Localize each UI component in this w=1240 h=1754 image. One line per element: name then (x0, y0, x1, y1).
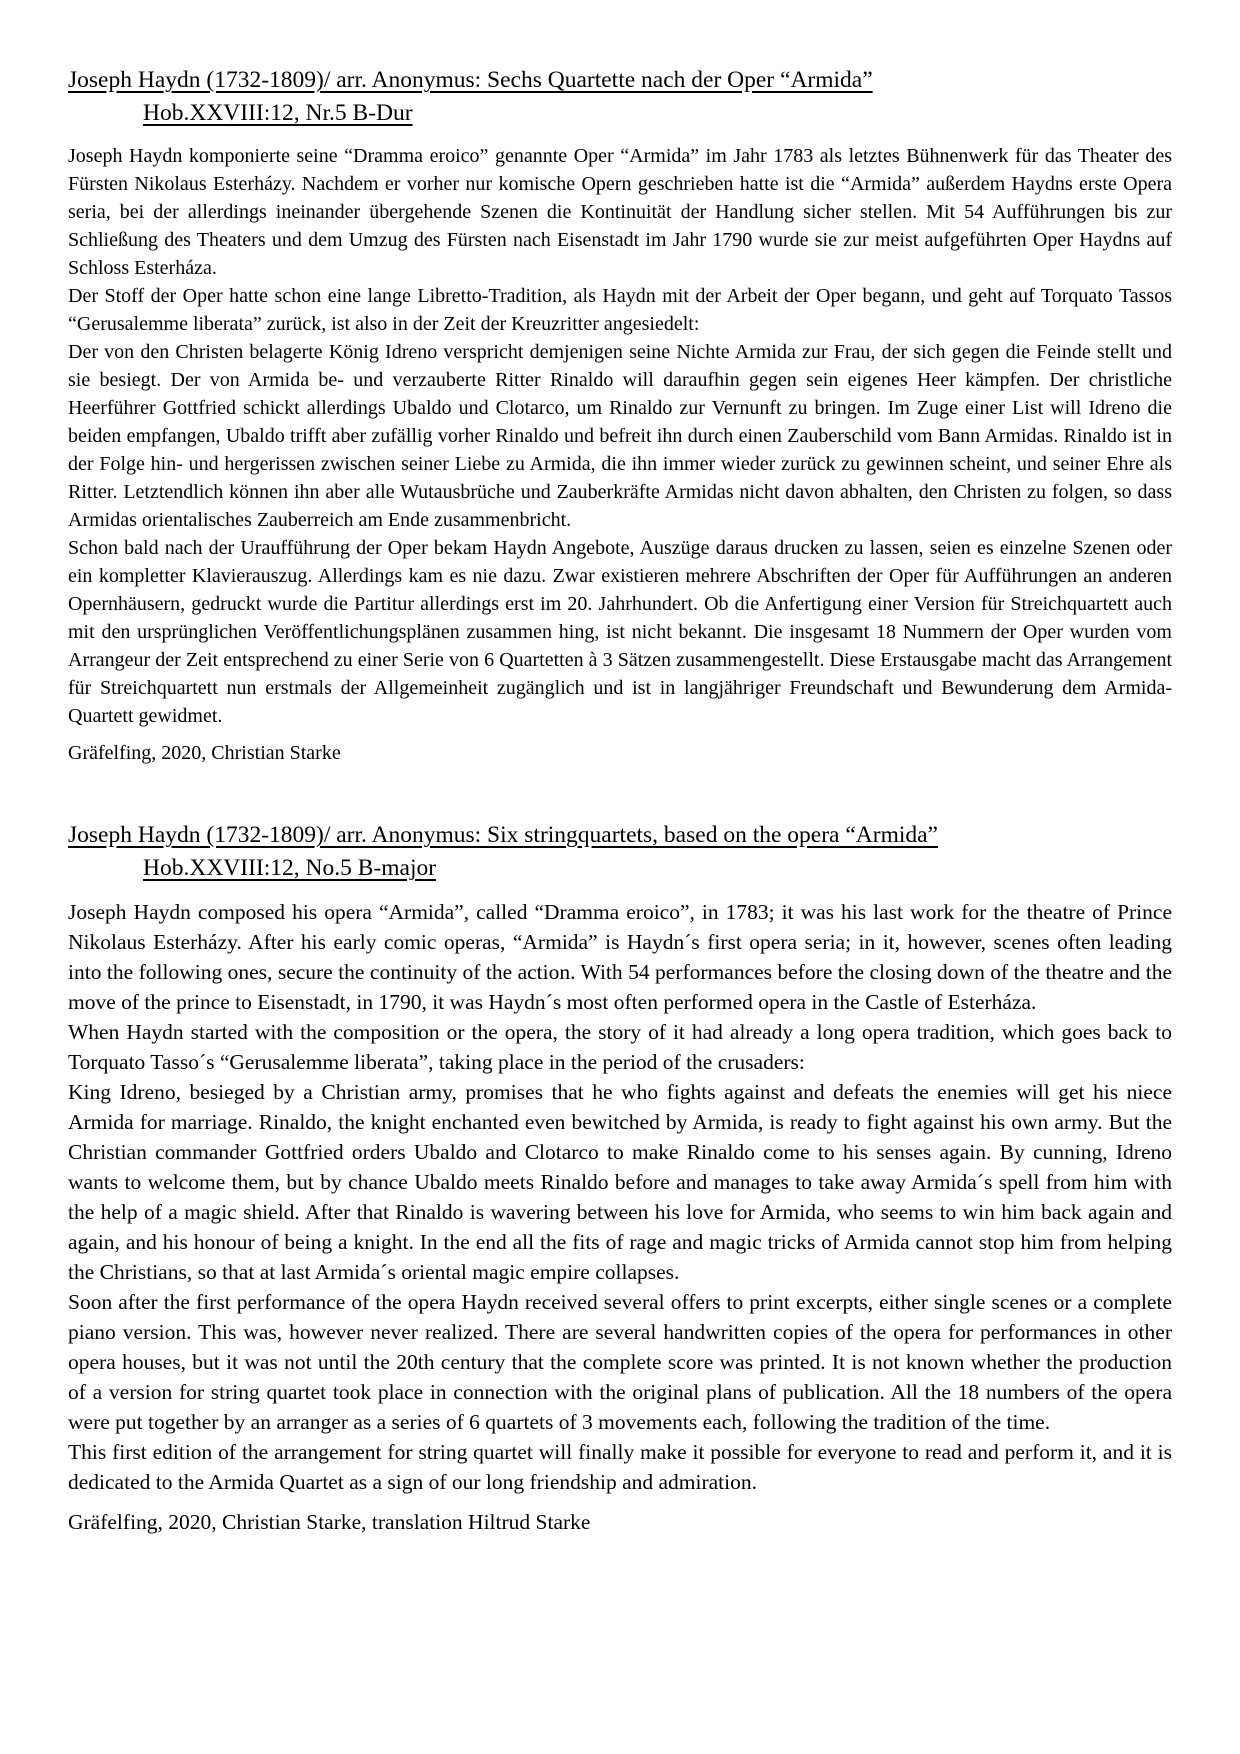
english-body (68, 897, 1172, 1497)
english-paragraph-5: This first edition of the arrangement for string quartet will finally make it possible for everyone to read and perform it, and it is dedicated to the Armida Quartet as a sign of our long friendship and admiration. (68, 1440, 1172, 1494)
german-paragraph-1: Joseph Haydn komponierte seine “Dramma eroico” genannte Oper “Armida” im Jahr 1783 als letztes Bühnenwerk für das Theater des Fürsten Nikolaus Esterházy. Nachdem er vorher nur komische Opern geschrieben hatte ist die “Armida” außerdem Haydns erste Opera seria, bei der allerdings ineinander übergehende Szenen die Kontinuität der Handlung sicher stellen. Mit 54 Aufführungen bis zur Schließung des Theaters und dem Umzug des Fürsten nach Eisenstadt im Jahr 1790 wurde sie zur meist aufgeführten Oper Haydns auf Schloss Esterháza. (68, 145, 1172, 279)
english-section (68, 819, 1172, 1537)
english-paragraph-2: When Haydn started with the composition or the opera, the story of it had already a long opera tradition, which goes back to Torquato Tasso´s “Gerusalemme liberata”, taking place in the period of the crusaders: (68, 1020, 1172, 1074)
german-paragraph-2: Der Stoff der Oper hatte schon eine lange Libretto-Tradition, als Haydn mit der Arbeit der Oper begann, und geht auf Torquato Tassos “Gerusalemme liberata” zurück, ist also in der Zeit der Kreuzritter angesiedelt: (68, 285, 1172, 335)
german-signature: Gräfelfing, 2020, Christian Starke (68, 742, 341, 764)
german-title (68, 64, 1172, 130)
english-signature: Gräfelfing, 2020, Christian Starke, translation Hiltrud Starke (68, 1510, 591, 1534)
english-paragraph-3: King Idreno, besieged by a Christian army, promises that he who fights against and defeats the enemies will get his niece Armida for marriage. Rinaldo, the knight enchanted even bewitched by Armida, is ready to fight against his own army. But the Christian commander Gottfried orders Ubaldo and Clotarco to make Rinaldo come to his senses again. By cunning, Idreno wants to welcome them, but by chance Ubaldo meets Rinaldo before and manages to take away Armida´s spell from him with the help of a magic shield. After that Rinaldo is wavering between his love for Armida, who seems to win him back again and again, and his honour of being a knight. In the end all the fits of rage and magic tricks of Armida cannot stop him from helping the Christians, so that at last Armida´s oriental magic empire collapses. (68, 1080, 1172, 1284)
english-title-line2: Hob.XXVIII:12, No.5 B-major (143, 855, 437, 881)
english-paragraph-1: Joseph Haydn composed his opera “Armida”, called “Dramma eroico”, in 1783; it was his last work for the theatre of Prince Nikolaus Esterházy. After his early comic operas, “Armida” is Haydn´s first opera seria; in it, however, scenes often leading into the following ones, secure the continuity of the action. With 54 performances before the closing down of the theatre and the move of the prince to Eisenstadt, in 1790, it was Haydn´s most often performed opera in the Castle of Esterháza. (68, 900, 1172, 1014)
german-body (68, 142, 1172, 730)
english-paragraph-4: Soon after the first performance of the opera Haydn received several offers to print excerpts, either single scenes or a complete piano version. This was, however never realized. There are several handwritten copies of the opera for performances in other opera houses, but it was not until the 20th century that the complete score was printed. It is not known whether the production of a version for string quartet took place in connection with the original plans of publication. All the 18 numbers of the opera were put together by an arranger as a series of 6 quartets of 3 movements each, following the tradition of the time. (68, 1290, 1172, 1434)
german-section (68, 64, 1172, 767)
english-title-line1: Joseph Haydn (1732-1809)/ arr. Anonymus: Six stringquartets, based on the opera “Armida” (68, 822, 938, 848)
english-title (68, 819, 1172, 885)
german-title-line1: Joseph Haydn (1732-1809)/ arr. Anonymus: Sechs Quartette nach der Oper “Armida” (68, 67, 873, 93)
german-title-line2: Hob.XXVIII:12, Nr.5 B-Dur (143, 100, 413, 126)
german-paragraph-4: Schon bald nach der Uraufführung der Oper bekam Haydn Angebote, Auszüge daraus drucken zu lassen, seien es einzelne Szenen oder ein kompletter Klavierauszug. Allerdings kam es nie dazu. Zwar existieren mehrere Abschriften der Oper für Aufführungen an anderen Opernhäusern, gedruckt wurde die Partitur allerdings erst im 20. Jahrhundert. Ob die Anfertigung einer Version für Streichquartett auch mit den ursprünglichen Veröffentlichungsplänen zusammen hing, ist nicht bekannt. Die insgesamt 18 Nummern der Oper wurden vom Arrangeur der Zeit entsprechend zu einer Serie von 6 Quartetten à 3 Sätzen zusammengestellt. Diese Erstausgabe macht das Arrangement für Streichquartett nun erstmals der Allgemeinheit zugänglich und ist in langjähriger Freundschaft und Bewunderung dem Armida-Quartett gewidmet. (68, 537, 1172, 727)
german-paragraph-3: Der von den Christen belagerte König Idreno verspricht demjenigen seine Nichte Armida zur Frau, der sich gegen die Feinde stellt und sie besiegt. Der von Armida be- und verzauberte Ritter Rinaldo will daraufhin gegen sein eigenes Heer kämpfen. Der christliche Heerführer Gottfried schickt allerdings Ubaldo und Clotarco, um Rinaldo zur Vernunft zu bringen. Im Zuge einer List will Idreno die beiden empfangen, Ubaldo trifft aber zufällig vorher Rinaldo und befreit ihn durch einen Zauberschild vom Bann Armidas. Rinaldo ist in der Folge hin- und hergerissen zwischen seiner Liebe zu Armida, die ihn immer wieder zurück zu gewinnen scheint, und seiner Ehre als Ritter. Letztendlich können ihn aber alle Wutausbrüche und Zauberkräfte Armidas nicht davon abhalten, den Christen zu folgen, so dass Armidas orientalisches Zauberreich am Ende zusammenbricht. (68, 341, 1172, 531)
